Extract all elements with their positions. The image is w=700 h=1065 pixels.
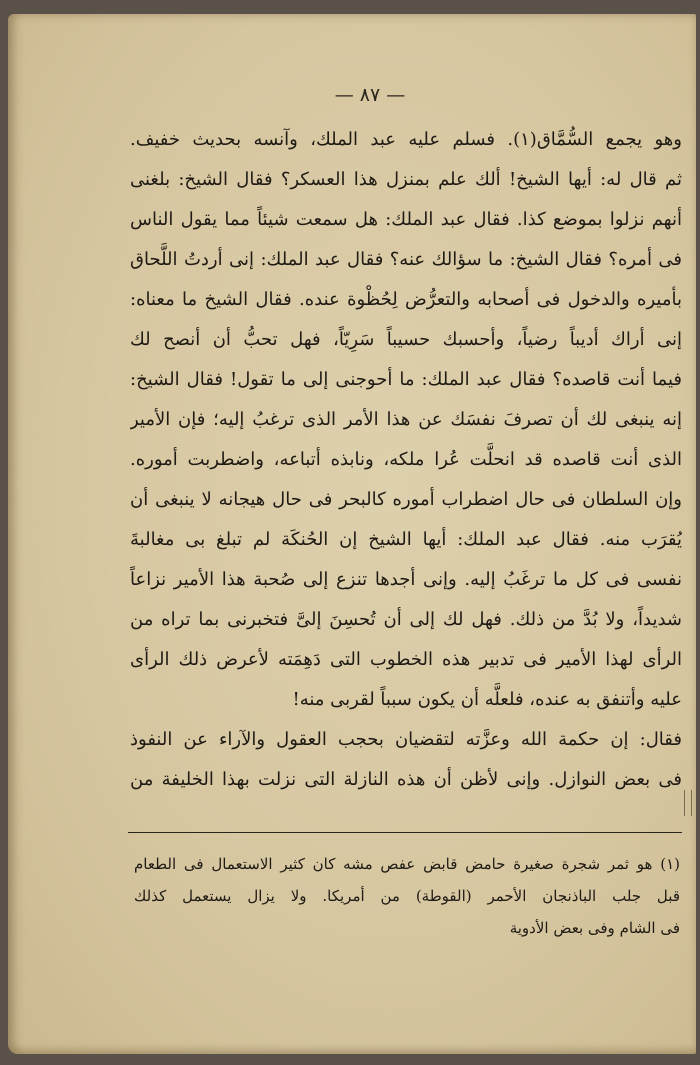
text-line: الرأى لهذا الأمير فى تدبير هذه الخطوب التى دَهِمَته لأعرض ذلك الرأى [130,649,682,670]
text-line: ثم قال له: أيها الشيخ! ألك علم بمنزل هذا العسكر؟ فقال الشيخ: بلغنى [130,169,682,190]
margin-mark [684,790,692,816]
footnote-line: فى الشام وفى بعض الأدوية [509,919,680,937]
text-line: فيما أنت قاصده؟ فقال عبد الملك: ما أحوجنى إلى ما تقول! فقال الشيخ: [130,369,682,390]
text-line: فى بعض النوازل. وإنى لأظن أن هذه النازلة التى نزلت بهذا الخليفة من [130,769,682,790]
footnote-divider [128,832,682,833]
text-line: وهو يجمع السُّمَّاق(١). فسلم عليه عبد الملك، وآنسه بحديث خفيف. [130,129,682,150]
text-line: إنى أراك أديباً رضياً، وأحسبك حسيباً سَرِيّاً، فهل تحبُّ أن أنصح لك [130,329,682,350]
text-line: وإن السلطان فى حال اضطراب أموره كالبحر فى حال هيجانه لا ينبغى أن [130,489,682,510]
text-line: الذى أنت قاصده قد انحلَّت عُرا ملكه، ونابذه أتباعه، واضطربت أموره. [130,449,682,470]
body-text [130,120,682,800]
text-line: نفسى فى كل ما ترغَبُ إليه. وإنى أجدها تنزع إلى صُحبة هذا الأمير نزاعاً [130,569,682,590]
footnote-line: (١) هو ثمر شجرة صغيرة حامض قابض عفص مشه كان كثير الاستعمال فى الطعام [134,855,680,873]
text-line: عليه وأتنفق به عنده، فلعلَّه أن يكون سبباً لقربى منه! [292,689,682,710]
footnotes [134,848,680,944]
text-line: فى أمره؟ فقال الشيخ: ما سؤالك عنه؟ فقال عبد الملك: إنى أردتُ اللَّحاق [130,249,682,270]
text-line: أنهم نزلوا بموضع كذا. فقال عبد الملك: هل سمعت شيئاً مما يقول الناس [130,209,682,230]
page-number: — ٨٧ — [334,84,406,106]
text-line: فقال: إن حكمة الله وعزَّته لتقضيان بحجب العقول والآراء عن النفوذ [130,729,682,750]
text-line: شديداً، ولا بُدَّ من ذلك. فهل لك إلى أن تُحسِنَ إلىَّ فتخبرنى بما تراه من [130,609,682,630]
text-line: يُقرَب منه. فقال عبد الملك: أيها الشيخ إن الحُنكَة لم تبلغ بى مغالبةَ [130,529,682,550]
text-line: إنه ينبغى لك أن تصرفَ نفسَك عن هذا الأمر الذى ترغبُ إليه؛ فإن الأمير [130,409,682,430]
footnote-line: قبل جلب الباذنجان الأحمر (القوطة) من أمريكا. ولا يزال يستعمل كذلك [134,887,680,905]
text-line: بأميره والدخول فى أصحابه والتعرُّض لِحُظْوة عنده. فقال الشيخ ما معناه: [130,289,682,310]
